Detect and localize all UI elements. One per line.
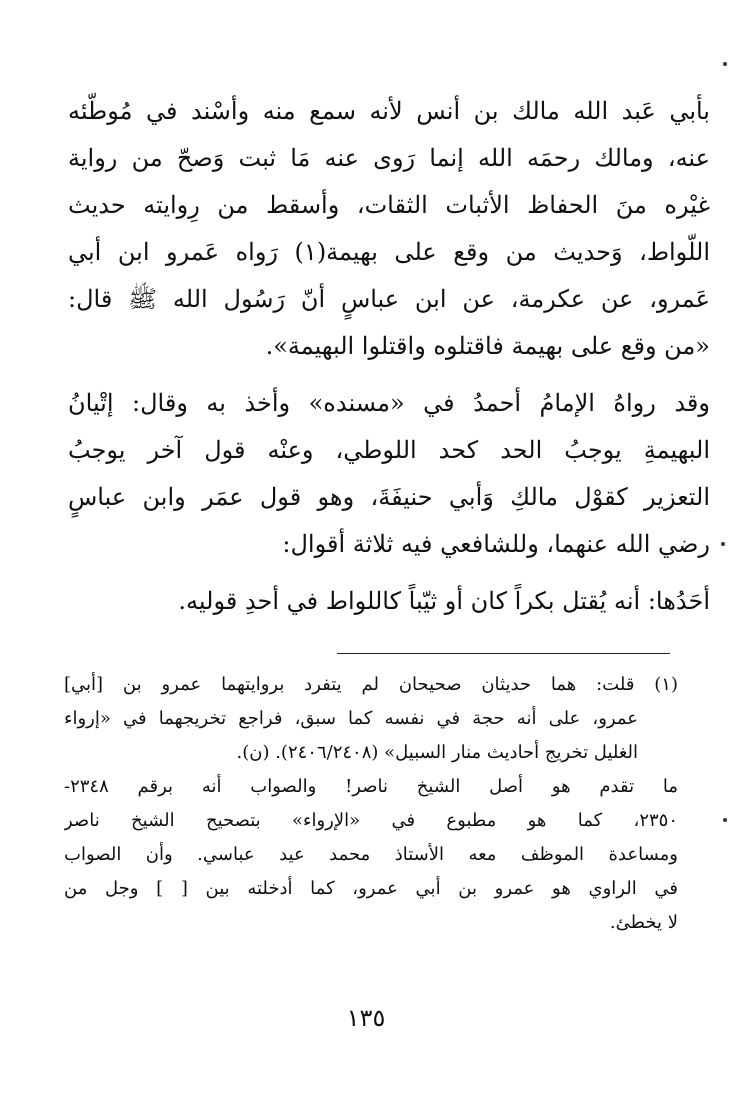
footnote — [64, 668, 678, 940]
paragraph-1 — [68, 88, 710, 370]
margin-dot — [723, 818, 727, 822]
paragraph-2 — [68, 380, 710, 568]
footnote-line: ما تقدم هو أصل الشيخ ناصر! والصواب أنه برقم ٢٣٤٨- — [64, 776, 678, 797]
footnote-line: (١) قلت: هما حديثان صحيحان لم يتفرد بروايتهما عمرو بن [أبي] — [64, 674, 678, 695]
margin-dot — [721, 542, 725, 546]
text-line: اللّواط، وَحديث من وقع على بهيمة(١) رَواه عَمرو ابن أبي — [68, 238, 710, 266]
footnote-line: في الراوي هو عمرو بن أبي عمرو، كما أدخلته بين [ ] وجل من — [64, 878, 678, 899]
footnote-line: عمرو، على أنه حجة في نفسه كما سبق، فراجع تخريجهما في «إرواء — [64, 708, 638, 729]
footnote-line: لا يخطئ. — [609, 912, 678, 933]
text-line: عَمرو، عن عكرمة، عن ابن عباسٍ أنّ رَسُول الله ﷺ قال: — [68, 285, 710, 313]
text-line: عنه، ومالك رحمَه الله إنما رَوى عنه مَا ثبت وَصحّ من رواية — [68, 144, 710, 172]
text-line: التعزير كقوْل مالكِ وَأبي حنيفَةَ، وهو قول عمَر وابن عباسٍ — [68, 483, 710, 511]
text-line: غيْره منَ الحفاظ الأثبات الثقات، وأسقط من رِوايته حديث — [68, 191, 710, 219]
footnote-note — [64, 668, 678, 770]
main-text — [68, 88, 710, 625]
text-line: أحَدُها: أنه يُقتل بكراً كان أو ثيّباً كاللواط في أحدِ قوليه. — [178, 587, 710, 615]
page-number: ١٣٥ — [346, 1004, 386, 1032]
paragraph-3 — [68, 578, 710, 625]
footnote-separator — [337, 653, 670, 654]
margin-dot — [723, 62, 727, 66]
text-line: بأبي عَبد الله مالك بن أنس لأنه سمع منه وأسْند في مُوطّئه — [68, 97, 710, 125]
footnote-line: ٢٣٥٠، كما هو مطبوع في «الإرواء» بتصحيح الشيخ ناصر — [64, 810, 678, 831]
footnote-line: ومساعدة الموظف معه الأستاذ محمد عيد عباسي. وأن الصواب — [64, 844, 678, 865]
text-line: وقد رواهُ الإمامُ أحمدُ في «مسنده» وأخذ به وقال: إتْيانُ — [68, 389, 710, 417]
text-line: رضي الله عنهما، وللشافعي فيه ثلاثة أقوال: — [282, 530, 710, 558]
text-line: البهيمةِ يوجبُ الحد كحد اللوطي، وعنْه قول آخر يوجبُ — [68, 436, 710, 464]
text-line: «من وقع على بهيمة فاقتلوه واقتلوا البهيمة». — [265, 332, 710, 360]
footnote-line: الغليل تخريج أحاديث منار السبيل» (٢٤٠٦/٢٤٠٨). (ن). — [236, 742, 638, 763]
footnote-comment — [64, 770, 678, 940]
